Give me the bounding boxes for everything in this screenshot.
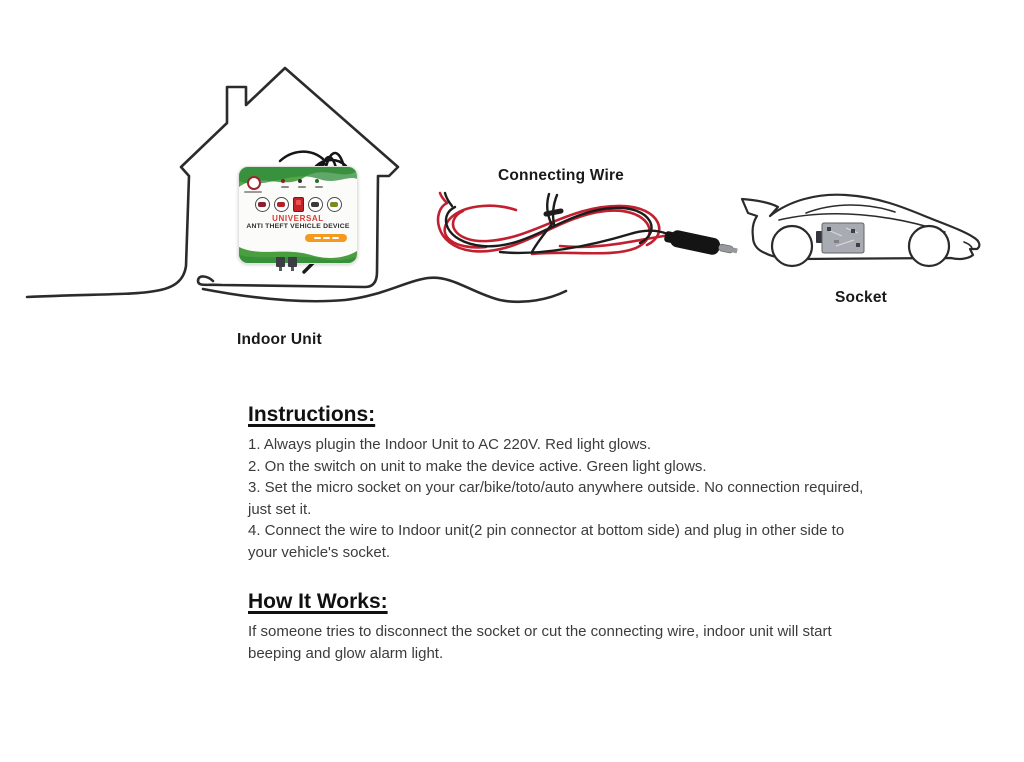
instruction-item-1: 1. Always plugin the Indoor Unit to AC 220V. Red light glows. [248,436,652,453]
device-orange-badge [305,234,347,242]
power-switch [293,197,304,212]
how-it-works-body: If someone tries to disconnect the socket or cut the connecting wire, indoor unit will start beeping and glow alarm light. [248,623,832,662]
instructions-section [248,402,866,563]
how-it-works-section [248,589,866,664]
instructions-heading: Instructions: [248,403,376,426]
how-it-works-heading: How It Works: [248,590,388,613]
truck-icon [308,197,323,212]
indoor-unit-label: Indoor Unit [237,331,322,348]
wire-tie [532,194,557,252]
rear-wheel [772,226,812,266]
audio-jack-icon [663,228,739,260]
socket-label: Socket [835,289,888,306]
ground-wavy-line [203,278,566,302]
instruction-item-2: 2. On the switch on unit to make the device active. Green light glows. [248,457,707,475]
scooter-icon [255,197,270,212]
brand-logo-text [244,191,262,193]
connecting-wire-label: Connecting Wire [498,167,625,184]
car-icon [274,197,289,212]
led-indicators [281,179,323,188]
indoor-unit-device [238,166,358,264]
instruction-item-3: 3. Set the micro socket on your car/bike/toto/auto anywhere outside. No connection required, just set it. [248,479,864,518]
connecting-wire-coil [438,193,739,260]
two-pin-connector [276,257,297,267]
vehicle-icon-row [239,197,357,212]
device-title-antitheft: ANTI THEFT VEHICLE DEVICE [246,223,350,230]
brand-logo-icon [247,176,261,190]
front-wheel [909,226,949,266]
socket-device [816,223,864,253]
auto-rickshaw-icon [327,197,342,212]
instruction-item-4: 4. Connect the wire to Indoor unit(2 pin connector at bottom side) and plug in other side to your vehicle's socket. [248,522,845,561]
device-title-universal: UNIVERSAL [272,214,324,223]
